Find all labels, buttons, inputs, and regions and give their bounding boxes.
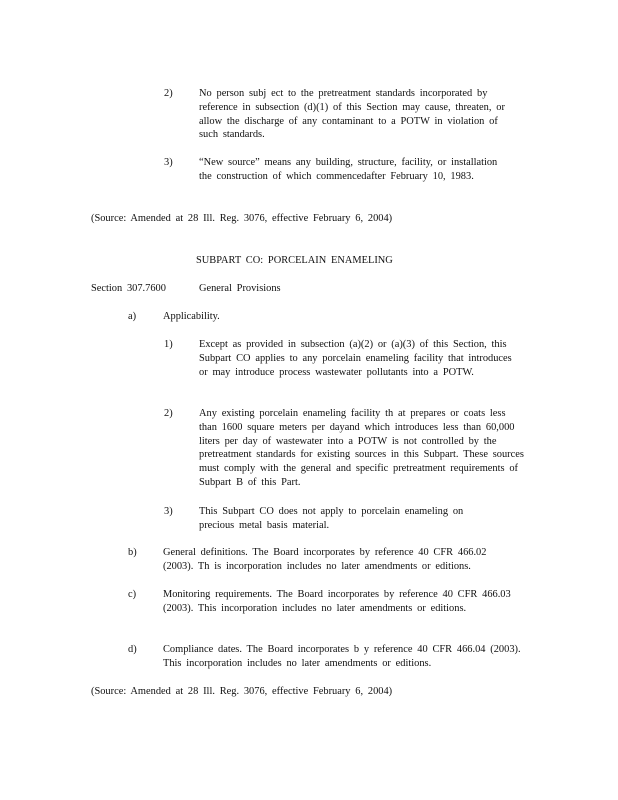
- subsection-label: a): [128, 311, 137, 322]
- source-note: (Source: Amended at 28 Ill. Reg. 3076, effective February 6, 2004): [91, 213, 393, 224]
- subsection-text: Monitoring requirements. The Board incorporates by reference 40 CFR 466.03 (2003). This incorporation includes no later amendments or editions.: [163, 589, 511, 614]
- item-text: This Subpart CO does not apply to porcelain enameling on precious metal basis material.: [199, 506, 464, 531]
- item-text: No person subj ect to the pretreatment standards incorporated by reference in subsection (d)(1) of this Section may cause, threaten, or allow the discharge of any contaminant to a POTW in violation of such standards.: [199, 88, 505, 141]
- item-text: “New source” means any building, structure, facility, or installation the construction of which commencedafter February 10, 1983.: [199, 157, 498, 182]
- item-number: 3): [164, 506, 173, 517]
- item-number: 2): [164, 88, 173, 99]
- subsection-label: b): [128, 547, 137, 558]
- item-number: 1): [164, 339, 173, 350]
- subsection-label: c): [128, 589, 137, 600]
- section-number: Section 307.7600: [91, 283, 166, 294]
- source-note: (Source: Amended at 28 Ill. Reg. 3076, effective February 6, 2004): [91, 686, 393, 697]
- item-text: Any existing porcelain enameling facility th at prepares or coats less than 1600 square meters per dayand which introduces less than 60,000 liters per day of wastewater into a POTW is not controlled by the pretreatment standards for existing sources in this Subpart. These sources must comply with the general and specific pretreatment requirements of Subpart B of this Part.: [199, 408, 524, 488]
- item-number: 3): [164, 157, 173, 168]
- subpart-title: SUBPART CO: PORCELAIN ENAMELING: [196, 255, 393, 266]
- subsection-text: Compliance dates. The Board incorporates b y reference 40 CFR 466.04 (2003). This incorporation includes no later amendments or editions.: [163, 644, 521, 669]
- section-title: General Provisions: [199, 283, 281, 294]
- subsection-label: d): [128, 644, 137, 655]
- subsection-title: Applicability.: [163, 311, 220, 322]
- subsection-text: General definitions. The Board incorporates by reference 40 CFR 466.02 (2003). Th is incorporation includes no later amendments or editions.: [163, 547, 487, 572]
- item-number: 2): [164, 408, 173, 419]
- item-text: Except as provided in subsection (a)(2) or (a)(3) of this Section, this Subpart CO applies to any porcelain enameling facility that introduces or may introduce process wastewater pollutants into a POTW.: [199, 339, 512, 378]
